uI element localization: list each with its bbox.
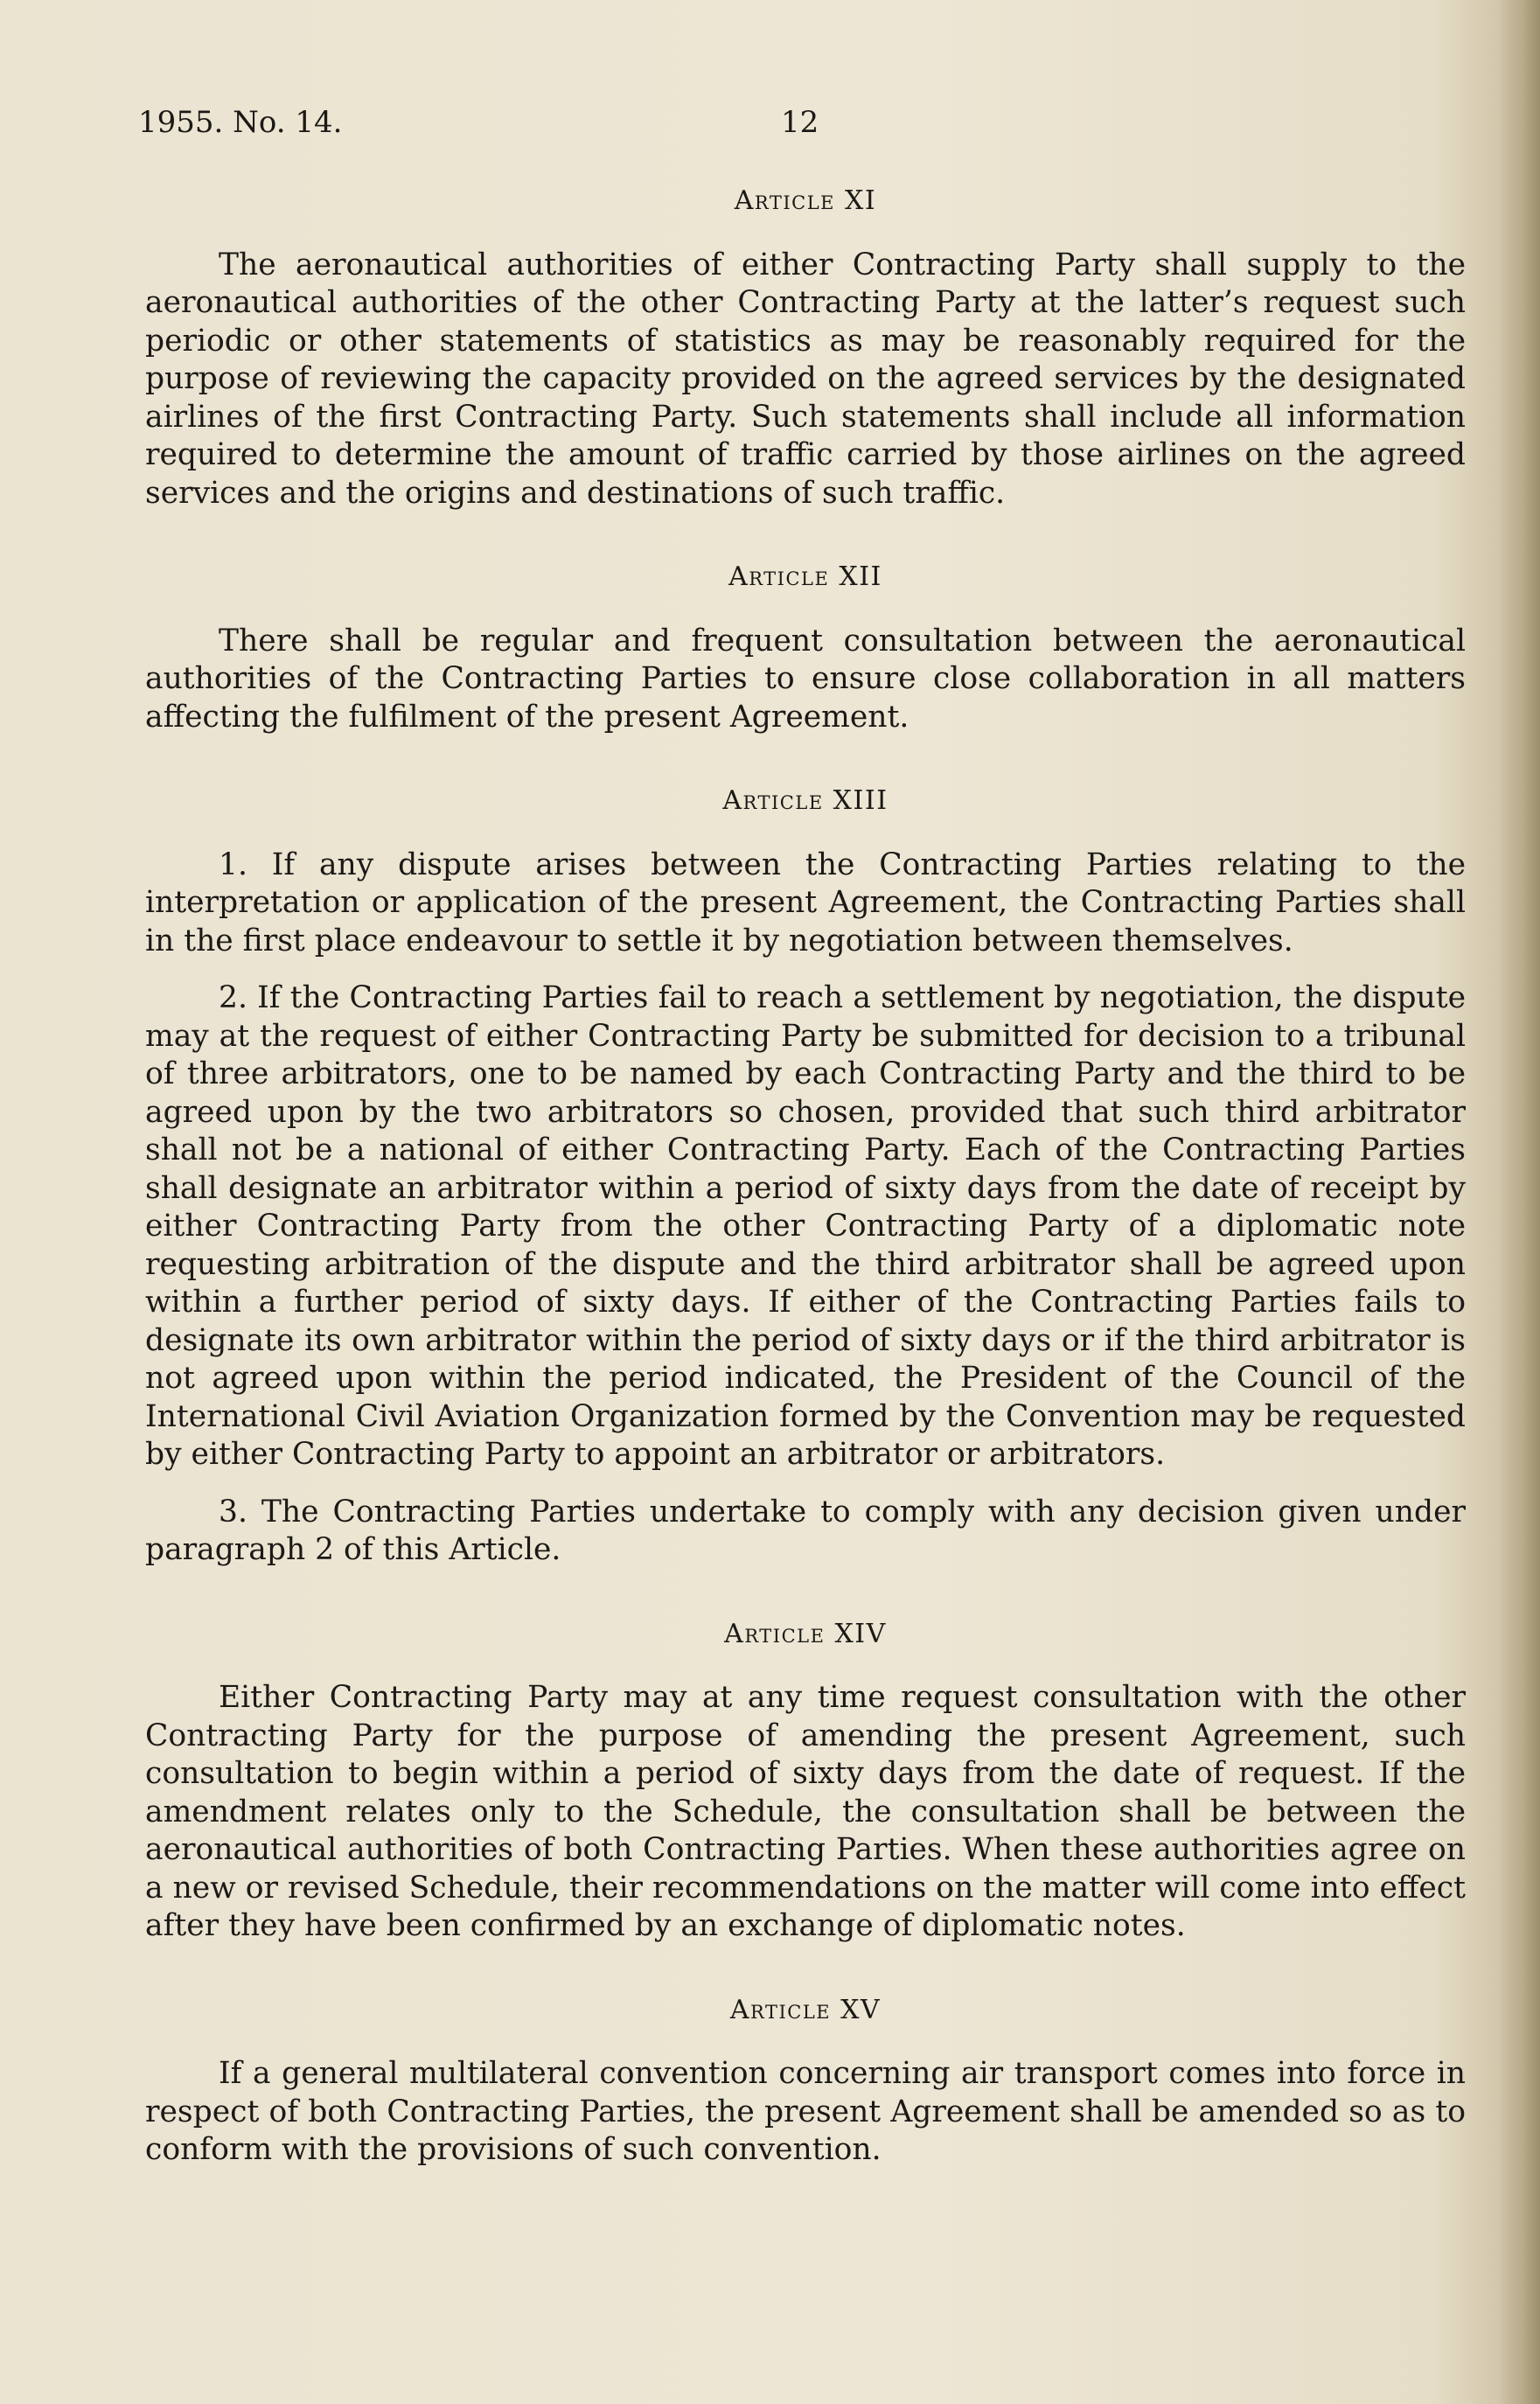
page-number: 12 — [781, 105, 819, 140]
article-paragraph: 2. If the Contracting Parties fail to reach a settlement by negotiation, the dispute may at the request of either Contracting Party be submitted for decision to a tribunal of three arbitrators, one to be named by each Contracting Party and the third to be agreed upon by the two arbitrators so chosen, provided that such third arbitrator shall not be a national of either Contracting Party. Each of the Contracting Parties shall designate an arbitrator within a period of sixty days from the date of receipt by either Contracting Party from the other Contracting Party of a diplomatic note requesting arbitration of the dispute and the third arbitrator shall be agreed upon within a further period of sixty days. If either of the Contracting Parties fails to designate its own arbitrator within the period of sixty days or if the third arbitrator is not agreed upon within the period indicated, the President of the Council of the International Civil Aviation Organization formed by the Convention may be requested by either Contracting Party to appoint an arbitrator or arbitrators. — [145, 980, 1466, 1472]
page-binding-edge — [1498, 0, 1540, 2404]
article-heading: Article XIII — [722, 785, 888, 816]
article-heading: Article XIV — [724, 1618, 887, 1649]
article-xiii — [145, 782, 1466, 1570]
article-heading: Article XV — [729, 1994, 881, 2025]
article-xv — [145, 1991, 1466, 2170]
article-paragraph: Either Contracting Party may at any time request consultation with the other Contracting Party for the purpose of amending the present Agreement, such consultation to begin within a period of sixty days from the date of request. If the amendment relates only to the Schedule, the consultation shall be between the aeronautical authorities of both Contracting Parties. When these authorities agree on a new or revised Schedule, their recommendations on the matter will come into effect after they have been confirmed by an exchange of diplomatic notes. — [145, 1680, 1466, 1943]
article-paragraph: 1. If any dispute arises between the Contracting Parties relating to the interpretation or application of the present Agreement, the Contracting Parties shall in the first place endeavour to settle it by negotiation between themselves. — [145, 847, 1466, 958]
page-header — [138, 105, 1467, 157]
article-heading: Article XII — [728, 561, 882, 592]
article-paragraph: If a general multilateral convention concerning air transport comes into force in respect of both Contracting Parties, the present Agreement shall be amended so as to conform with the provisions of such convention. — [145, 2056, 1466, 2167]
article-xiv — [145, 1615, 1466, 1946]
article-paragraph: 3. The Contracting Parties undertake to comply with any decision given under paragraph 2 of this Article. — [145, 1494, 1466, 1567]
article-xii — [145, 558, 1466, 736]
year-and-number: 1955. No. 14. — [138, 105, 343, 140]
article-paragraph: The aeronautical authorities of either Contracting Party shall supply to the aeronautical authorities of the other Contracting Party at the latter’s request such periodic or other statements of statistics as may be reasonably required for the purpose of reviewing the capacity provided on the agreed services by the designated airlines of the first Contracting Party. Such statements shall include all information required to determine the amount of traffic carried by those airlines on the agreed services and the origins and destinations of such traffic. — [145, 247, 1466, 511]
article-paragraph: There shall be regular and frequent consultation between the aeronautical authorities of the Contracting Parties to ensure close collaboration in all matters affecting the fulfilment of the present Agreement. — [145, 623, 1466, 735]
article-xi — [145, 182, 1466, 512]
article-heading: Article XI — [734, 185, 877, 216]
document-body — [145, 175, 1466, 2215]
